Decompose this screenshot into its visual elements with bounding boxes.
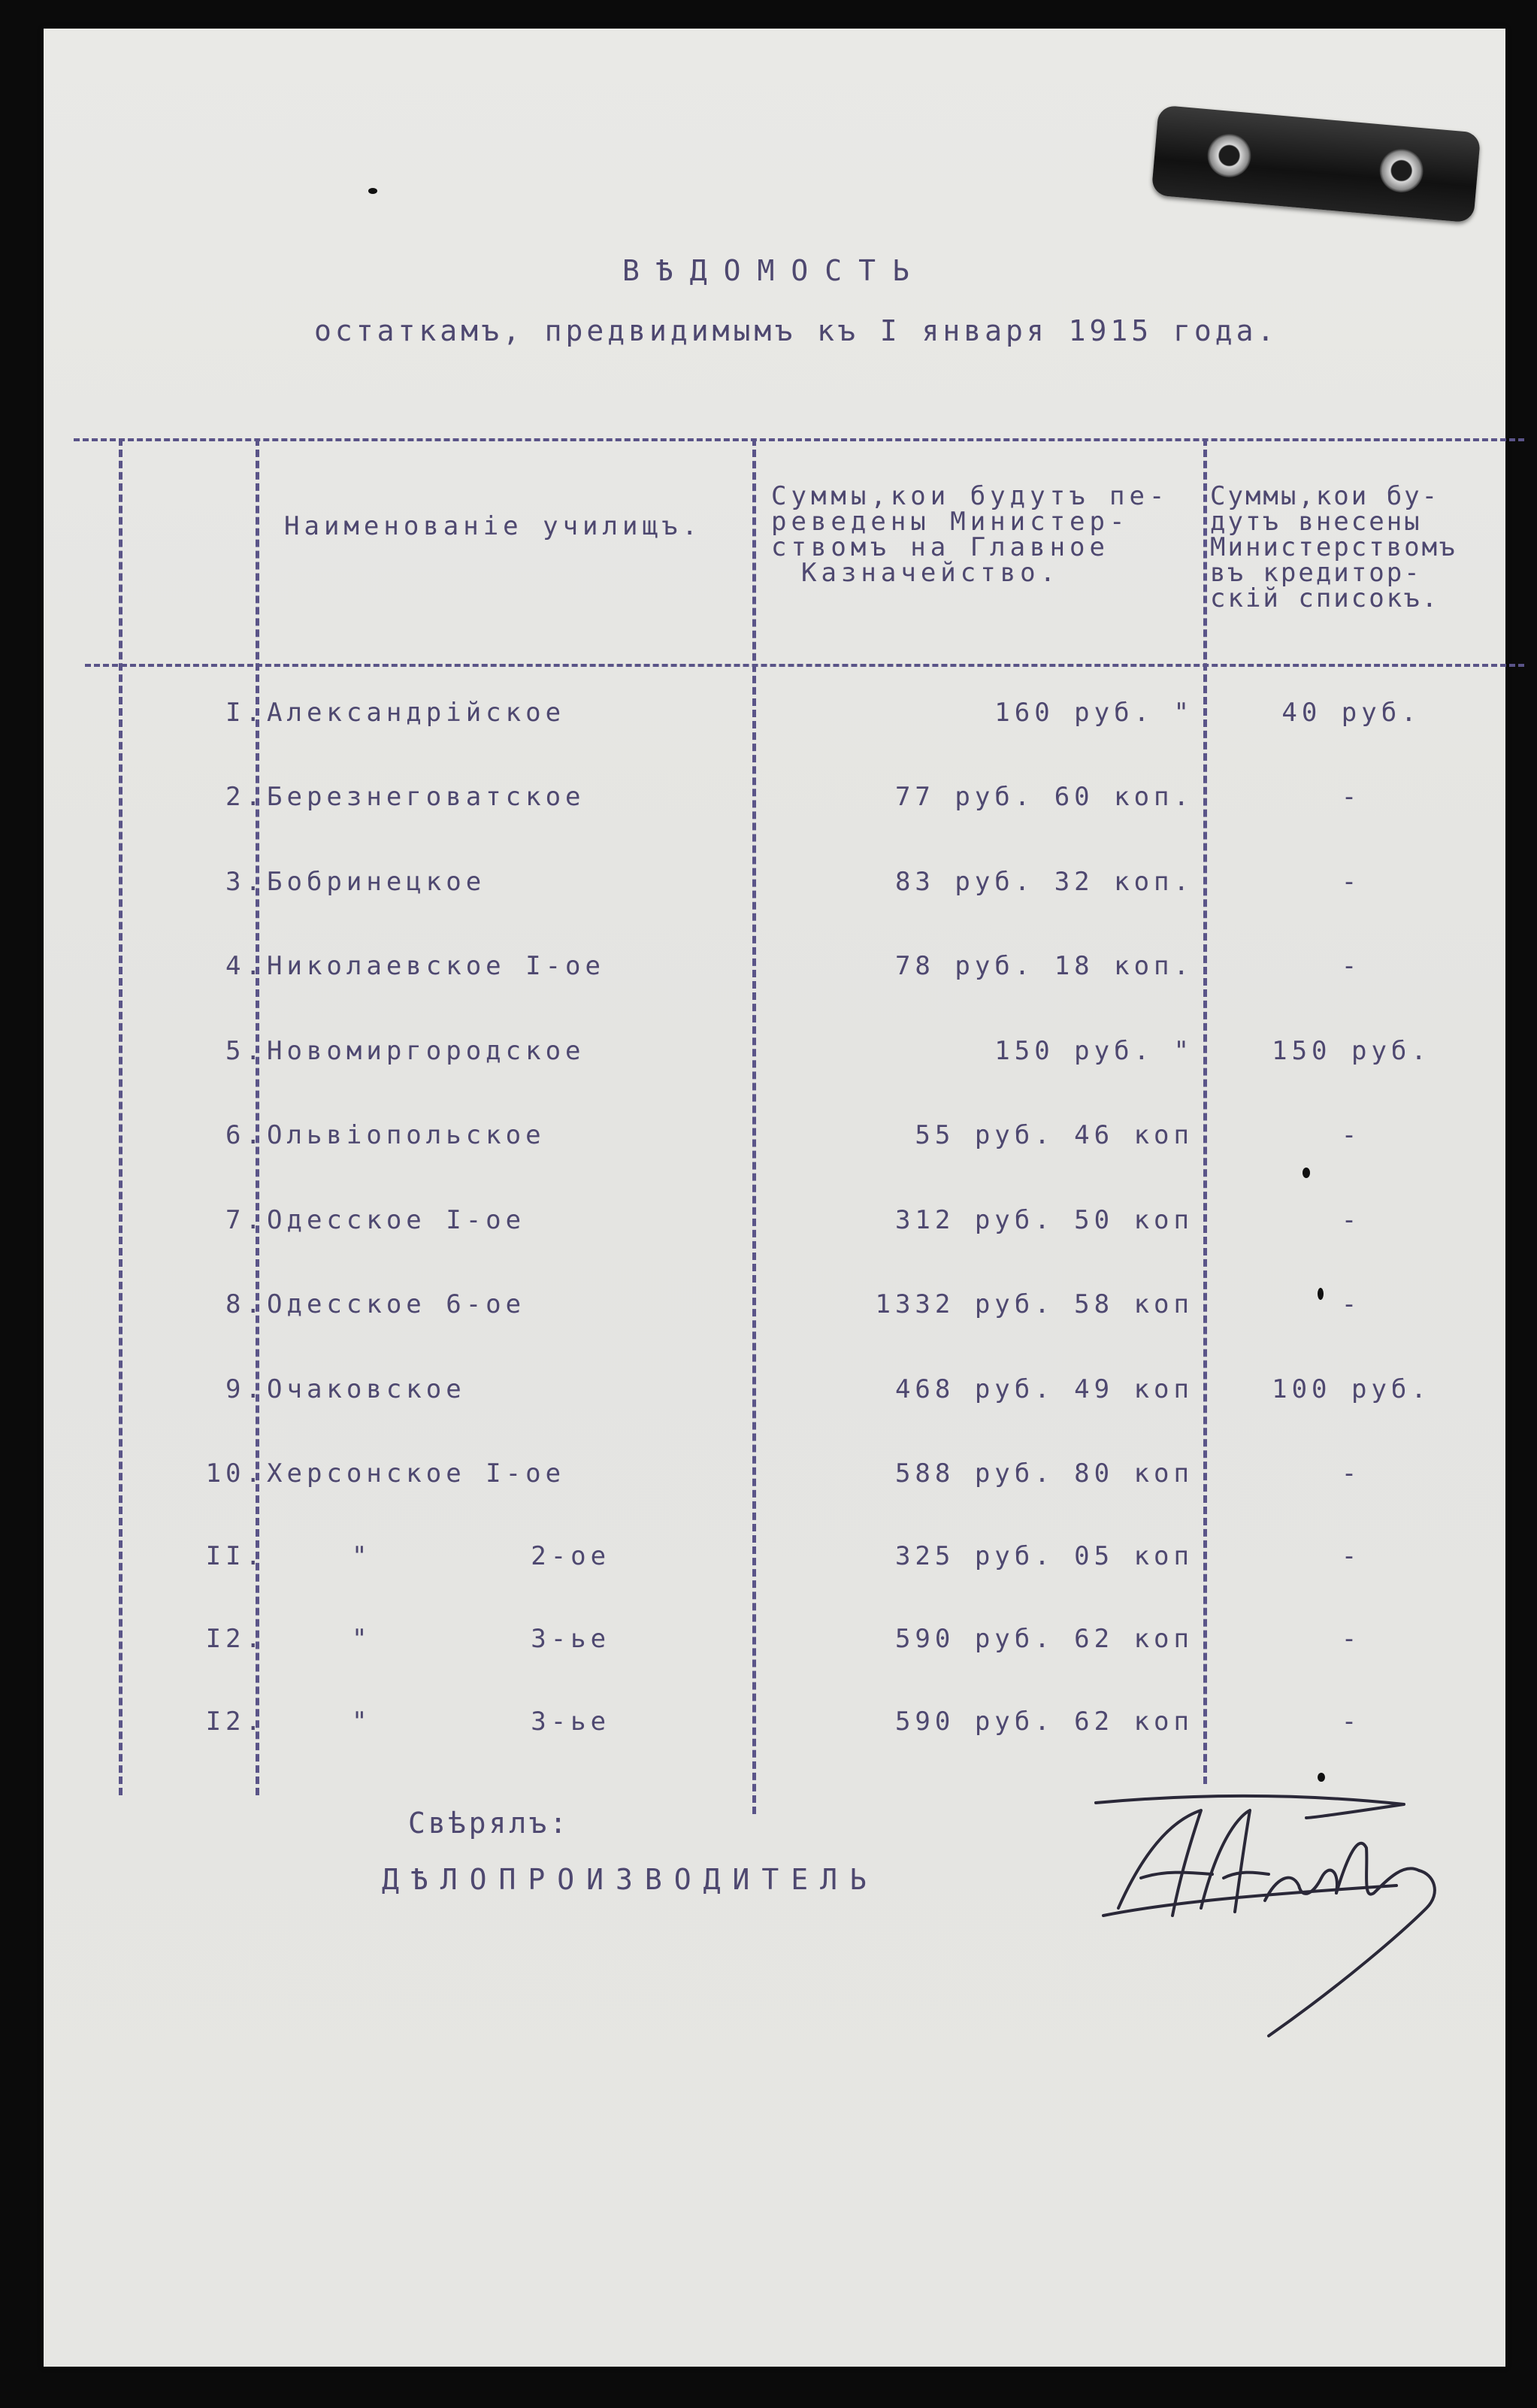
row-sum-credit: - bbox=[1341, 1205, 1362, 1235]
table-row bbox=[44, 1374, 1505, 1419]
row-sum-credit: 150 руб. bbox=[1272, 1036, 1431, 1066]
document-sheet bbox=[44, 29, 1505, 2367]
table-row bbox=[44, 782, 1505, 827]
table-row bbox=[44, 867, 1505, 912]
row-school-name: " 2-ое bbox=[352, 1541, 611, 1571]
row-school-name: Херсонское I-ое bbox=[267, 1458, 566, 1489]
row-sum-treasury: 590 руб. 62 коп bbox=[894, 1707, 1194, 1737]
table-row bbox=[44, 1624, 1505, 1669]
header-school-name: Наименованiе училищъ. bbox=[284, 511, 702, 541]
row-sum-credit: - bbox=[1341, 1458, 1362, 1489]
row-sum-credit: - bbox=[1341, 951, 1362, 981]
row-sum-treasury: 590 руб. 62 коп bbox=[894, 1624, 1194, 1654]
row-number: 6. bbox=[225, 1120, 265, 1150]
row-number: II. bbox=[205, 1541, 265, 1571]
row-school-name: Александрiйское bbox=[267, 698, 566, 728]
row-sum-credit: - bbox=[1341, 1624, 1362, 1654]
table-top-border bbox=[74, 438, 1524, 441]
eyelet-icon bbox=[1378, 147, 1425, 195]
metal-binder-clip bbox=[1151, 104, 1481, 223]
row-number: I. bbox=[225, 698, 265, 728]
header-sum-treasury: Суммы,кои будутъ пе- реведены Министер- ствомъ на Главное Казначейство. bbox=[771, 481, 1169, 588]
table-left-border bbox=[119, 438, 123, 1795]
row-number: I2. bbox=[205, 1707, 265, 1737]
row-sum-treasury: 55 руб. 46 коп bbox=[915, 1120, 1194, 1150]
document-title: ВѢДОМОСТЬ bbox=[622, 254, 926, 287]
row-number: 4. bbox=[225, 951, 265, 981]
row-sum-credit: - bbox=[1341, 782, 1362, 812]
row-number: 2. bbox=[225, 782, 265, 812]
row-school-name: " 3-ье bbox=[352, 1624, 611, 1654]
ink-speck bbox=[1318, 1288, 1324, 1300]
row-number: 7. bbox=[225, 1205, 265, 1235]
row-school-name: Бобринецкое bbox=[267, 867, 486, 897]
table-row bbox=[44, 1205, 1505, 1250]
row-school-name: Одесское 6-ое bbox=[267, 1289, 526, 1319]
handwritten-signature bbox=[1088, 1788, 1479, 2073]
table-row bbox=[44, 1289, 1505, 1334]
row-number: 10. bbox=[205, 1458, 265, 1489]
row-sum-credit: 40 руб. bbox=[1281, 698, 1421, 728]
row-sum-treasury: 325 руб. 05 коп bbox=[894, 1541, 1194, 1571]
row-number: 9. bbox=[225, 1374, 265, 1404]
row-sum-credit: - bbox=[1341, 1707, 1362, 1737]
table-row bbox=[44, 1120, 1505, 1165]
table-row bbox=[44, 1707, 1505, 1752]
row-sum-credit: 100 руб. bbox=[1272, 1374, 1431, 1404]
ink-speck bbox=[368, 188, 377, 194]
table-row bbox=[44, 698, 1505, 743]
row-school-name: Николаевское I-ое bbox=[267, 951, 605, 981]
row-school-name: Ольвiопольское bbox=[267, 1120, 546, 1150]
header-sum-credit: Суммы,кои бу- дутъ внесены Министерствомъ въ кредитор- скiй списокъ. bbox=[1210, 481, 1457, 613]
document-subtitle: остаткамъ, предвидимымъ къ I января 1915 года. bbox=[314, 314, 1278, 347]
row-sum-treasury: 312 руб. 50 коп bbox=[894, 1205, 1194, 1235]
row-sum-treasury: 468 руб. 49 коп bbox=[894, 1374, 1194, 1404]
row-number: 3. bbox=[225, 867, 265, 897]
row-sum-credit: - bbox=[1341, 1541, 1362, 1571]
row-school-name: Одесское I-ое bbox=[267, 1205, 526, 1235]
column-divider bbox=[256, 438, 259, 1795]
clerk-title: ДѢЛОПРОИЗВОДИТЕЛЬ bbox=[382, 1863, 879, 1896]
eyelet-icon bbox=[1206, 132, 1253, 179]
row-sum-treasury: 160 руб. " bbox=[994, 698, 1194, 728]
row-school-name: " 3-ье bbox=[352, 1707, 611, 1737]
row-sum-treasury: 78 руб. 18 коп. bbox=[894, 951, 1194, 981]
row-school-name: Очаковское bbox=[267, 1374, 466, 1404]
row-number: I2. bbox=[205, 1624, 265, 1654]
row-number: 8. bbox=[225, 1289, 265, 1319]
table-row bbox=[44, 1541, 1505, 1586]
row-sum-treasury: 1332 руб. 58 коп bbox=[875, 1289, 1194, 1319]
table-header-border bbox=[85, 664, 1524, 667]
ink-speck bbox=[1303, 1168, 1310, 1178]
row-sum-treasury: 588 руб. 80 коп bbox=[894, 1458, 1194, 1489]
row-school-name: Березнеговатское bbox=[267, 782, 585, 812]
row-number: 5. bbox=[225, 1036, 265, 1066]
row-sum-treasury: 150 руб. " bbox=[994, 1036, 1194, 1066]
checked-label: Свѣрялъ: bbox=[408, 1807, 570, 1840]
table-row bbox=[44, 1036, 1505, 1081]
table-row bbox=[44, 951, 1505, 996]
row-sum-treasury: 83 руб. 32 коп. bbox=[894, 867, 1194, 897]
row-school-name: Новомиргородское bbox=[267, 1036, 585, 1066]
row-sum-credit: - bbox=[1341, 1289, 1362, 1319]
row-sum-credit: - bbox=[1341, 1120, 1362, 1150]
table-row bbox=[44, 1458, 1505, 1504]
row-sum-treasury: 77 руб. 60 коп. bbox=[894, 782, 1194, 812]
row-sum-credit: - bbox=[1341, 867, 1362, 897]
ink-speck bbox=[1318, 1773, 1325, 1782]
